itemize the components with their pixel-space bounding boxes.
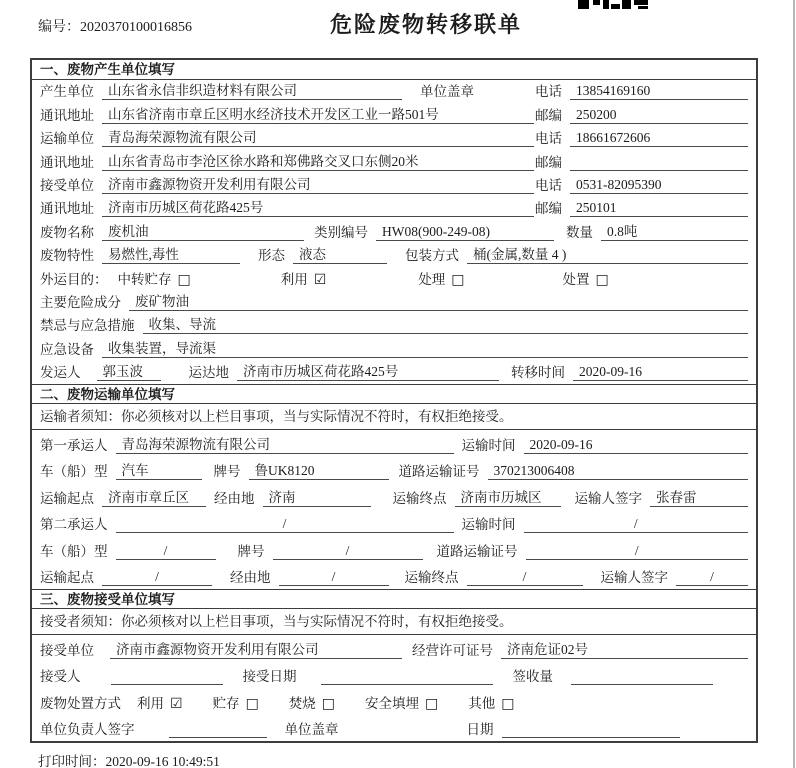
second-carrier-value: /: [116, 516, 454, 533]
accept-person-value: [111, 684, 223, 685]
option-landfill: [365, 692, 438, 712]
dispatch-row: [32, 361, 756, 384]
accept-unit-row: [32, 635, 756, 662]
option-utilize: [137, 692, 183, 712]
checkbox-icon: □: [501, 695, 515, 712]
date-value: [502, 737, 680, 738]
first-carrier-row: [32, 430, 756, 457]
receiver-value: 济南市鑫源物资开发利用有限公司: [102, 173, 534, 194]
category-value: HW08(900-249-08): [376, 224, 554, 241]
page-edge-line: [793, 0, 795, 768]
packaging-label: 包装方式: [405, 248, 459, 264]
producer-label: 产生单位: [40, 84, 94, 100]
form-value: 液态: [293, 243, 387, 264]
receiver-label: 接受单位: [40, 177, 94, 193]
transporter-label: 运输单位: [40, 131, 94, 147]
checkbox-icon: □: [245, 695, 259, 712]
checkbox-icon: □: [595, 271, 609, 288]
transporter-row: [32, 127, 756, 150]
transport-time-value: 2020-09-16: [524, 437, 749, 454]
destination-label: 运达地: [188, 365, 229, 381]
hazard-label: 主要危险成分: [40, 294, 121, 310]
option-label: 处置: [562, 271, 590, 287]
received-amount-label: 签收量: [512, 669, 553, 685]
endpoint-value: /: [467, 569, 583, 586]
responsible-signature-label: 单位负责人签字: [40, 722, 135, 738]
section1: [32, 80, 756, 384]
address-value: 山东省济南市章丘区明水经济技术开发区工业一路501号: [102, 103, 534, 124]
phone-label: 电话: [535, 131, 562, 147]
via-value: 济南: [263, 486, 371, 507]
address-label: 通讯地址: [40, 201, 94, 217]
option-label: 利用: [280, 271, 308, 287]
transporter-address-row: [32, 150, 756, 173]
serial-value: 2020370100016856: [80, 20, 192, 35]
waste-name-label: 废物名称: [40, 224, 94, 240]
transfer-time-label: 转移时间: [511, 365, 565, 381]
producer-row: [32, 80, 756, 103]
transporter-value: 青岛海荣源物流有限公司: [102, 126, 534, 147]
qr-code-fragment-icon: [578, 0, 650, 9]
zip-value: 250200: [570, 107, 748, 124]
dispatcher-label: 发运人: [40, 365, 81, 381]
category-label: 类别编号: [314, 224, 368, 240]
license-value: 济南危证02号: [501, 638, 748, 659]
section1-header: 一、废物产生单位填写: [32, 60, 756, 80]
receiver-address-row: [32, 197, 756, 220]
option-label: 利用: [137, 695, 164, 711]
endpoint-label: 运输终点: [404, 570, 459, 586]
plate-value: 鲁UK8120: [249, 459, 389, 480]
serial-label: 编号：: [38, 20, 80, 35]
endpoint-value: 济南市历城区: [455, 486, 561, 507]
address-value: 山东省青岛市李沧区徐水路和郑佛路交叉口东侧20米: [102, 150, 534, 171]
quantity-value: 0.8吨: [601, 220, 748, 241]
accept-unit-value: 济南市鑫源物资开发利用有限公司: [110, 638, 402, 659]
traits-value: 易燃性,毒性: [102, 243, 240, 264]
received-amount-value: [571, 684, 713, 685]
second-carrier-row: [32, 510, 756, 537]
option-utilize: [281, 268, 327, 288]
receiver-notice: 接受者须知：你必须核对以上栏目事项，当与实际情况不符时，有权拒绝接受。: [32, 609, 756, 635]
vehicle2-row: [32, 536, 756, 563]
purpose-label: 外运目的：: [40, 271, 108, 287]
via-label: 经由地: [230, 570, 271, 586]
option-storage: [213, 692, 259, 712]
second-carrier-label: 第二承运人: [40, 517, 108, 533]
option-incinerate: [289, 692, 335, 712]
dispatcher-value: 郭玉波: [97, 360, 161, 381]
accept-person-label: 接受人: [40, 669, 81, 685]
origin-label: 运输起点: [40, 570, 94, 586]
origin-value: /: [102, 569, 212, 586]
print-time: [38, 750, 220, 768]
form-header: [0, 0, 796, 52]
phone-value: 0531-82095390: [570, 177, 748, 194]
vehicle-type-value: 汽车: [116, 459, 202, 480]
section2-header: 二、废物运输单位填写: [32, 384, 756, 404]
destination-value: 济南市历城区荷花路425号: [237, 360, 499, 381]
waste-name-row: [32, 220, 756, 243]
serial-number: [38, 16, 192, 36]
hazard-value: 废矿物油: [129, 290, 748, 311]
disposal-method-label: 废物处置方式: [40, 695, 121, 711]
checkbox-icon: □: [321, 695, 336, 712]
road-permit-label: 道路运输证号: [436, 543, 518, 559]
equipment-row: [32, 337, 756, 360]
route2-row: [32, 563, 756, 590]
checkbox-icon: □: [425, 695, 439, 712]
option-dispose: [563, 268, 609, 288]
phone-value: 13854169160: [570, 83, 748, 100]
form-table: [30, 58, 758, 743]
producer-value: 山东省永信非织造材料有限公司: [102, 79, 402, 100]
producer-address-row: [32, 103, 756, 126]
zip-label: 邮编: [535, 154, 562, 170]
taboo-value: 收集、导流: [143, 313, 749, 334]
zip-label: 邮编: [535, 201, 562, 217]
disposal-method-row: [32, 688, 756, 715]
vehicle-type-value: /: [116, 543, 216, 560]
transfer-time-value: 2020-09-16: [573, 364, 748, 381]
origin-value: 济南市章丘区: [102, 486, 206, 507]
responsible-signature-value: [169, 737, 267, 738]
plate-label: 牌号: [213, 464, 241, 480]
accept-date-value: [321, 684, 493, 685]
checkbox-icon: □: [177, 271, 191, 288]
quantity-label: 数量: [566, 224, 593, 240]
transport-time-label: 运输时间: [461, 437, 516, 453]
first-carrier-value: 青岛海荣源物流有限公司: [116, 433, 454, 454]
section2: [32, 404, 756, 589]
waste-name-value: 废机油: [102, 220, 304, 241]
road-permit-value: /: [526, 543, 749, 560]
carrier-signature-label: 运输人签字: [600, 570, 668, 586]
via-label: 经由地: [214, 490, 255, 506]
section3: [32, 609, 756, 741]
phone-label: 电话: [535, 84, 562, 100]
origin-label: 运输起点: [40, 490, 94, 506]
page-title: 危险废物转移联单: [330, 12, 523, 37]
option-label: 贮存: [212, 695, 240, 711]
plate-value: /: [273, 543, 423, 560]
checkbox-checked-icon: ☑: [170, 695, 183, 712]
address-label: 通讯地址: [40, 154, 94, 170]
transport-time-value: /: [524, 516, 749, 533]
print-time-label: 打印时间：: [38, 754, 106, 768]
vehicle-type-label: 车（船）型: [40, 543, 108, 559]
option-label: 其他: [468, 695, 496, 711]
date-label: 日期: [466, 722, 494, 738]
print-time-value: 2020-09-16 10:49:51: [105, 754, 220, 768]
unit-seal-label: 单位盖章: [420, 84, 474, 100]
zip-label: 邮编: [535, 107, 562, 123]
option-label: 处理: [418, 271, 446, 287]
vehicle-row: [32, 457, 756, 484]
accept-unit-label: 接受单位: [40, 642, 94, 658]
zip-value: [570, 170, 748, 171]
address-label: 通讯地址: [40, 107, 94, 123]
traits-label: 废物特性: [40, 248, 94, 264]
receiver-row: [32, 174, 756, 197]
plate-label: 牌号: [237, 543, 265, 559]
packaging-value: 桶(金属,数量 4 ): [467, 243, 748, 264]
taboo-row: [32, 314, 756, 337]
endpoint-label: 运输终点: [392, 490, 447, 506]
phone-label: 电话: [535, 177, 562, 193]
option-label: 安全填埋: [365, 695, 420, 711]
transporter-notice: 运输者须知：你必须核对以上栏目事项，当与实际情况不符时，有权拒绝接受。: [32, 404, 756, 430]
taboo-label: 禁忌与应急措施: [40, 318, 135, 334]
accept-date-label: 接受日期: [242, 669, 297, 685]
address-value: 济南市历城区荷花路425号: [102, 196, 534, 217]
unit-seal-label: 单位盖章: [284, 722, 339, 738]
vehicle-type-label: 车（船）型: [40, 464, 108, 480]
via-value: /: [279, 569, 389, 586]
purpose-row: [32, 267, 756, 290]
checkbox-checked-icon: ☑: [313, 271, 327, 288]
carrier-signature-value: 张春雷: [650, 486, 748, 507]
checkbox-icon: □: [451, 271, 465, 288]
road-permit-value: 370213006408: [488, 463, 749, 480]
section3-header: 三、废物接受单位填写: [32, 589, 756, 609]
carrier-signature-value: /: [676, 569, 748, 586]
option-other: [468, 692, 514, 712]
option-label: 中转贮存: [117, 271, 172, 287]
road-permit-label: 道路运输证号: [398, 464, 480, 480]
hazard-row: [32, 291, 756, 314]
option-label: 焚烧: [288, 695, 316, 711]
option-treat: [418, 268, 464, 288]
option-transfer-storage: [118, 268, 191, 288]
form-label: 形态: [258, 248, 285, 264]
first-carrier-label: 第一承运人: [40, 437, 108, 453]
accept-person-row: [32, 662, 756, 689]
route-row: [32, 483, 756, 510]
license-label: 经营许可证号: [412, 642, 493, 658]
equipment-value: 收集装置，导流渠: [102, 337, 748, 358]
responsible-sign-row: [32, 715, 756, 742]
phone-value: 18661672606: [570, 130, 748, 147]
transport-time-label: 运输时间: [461, 517, 516, 533]
equipment-label: 应急设备: [40, 341, 94, 357]
waste-traits-row: [32, 244, 756, 267]
carrier-signature-label: 运输人签字: [574, 490, 642, 506]
zip-value: 250101: [570, 200, 748, 217]
